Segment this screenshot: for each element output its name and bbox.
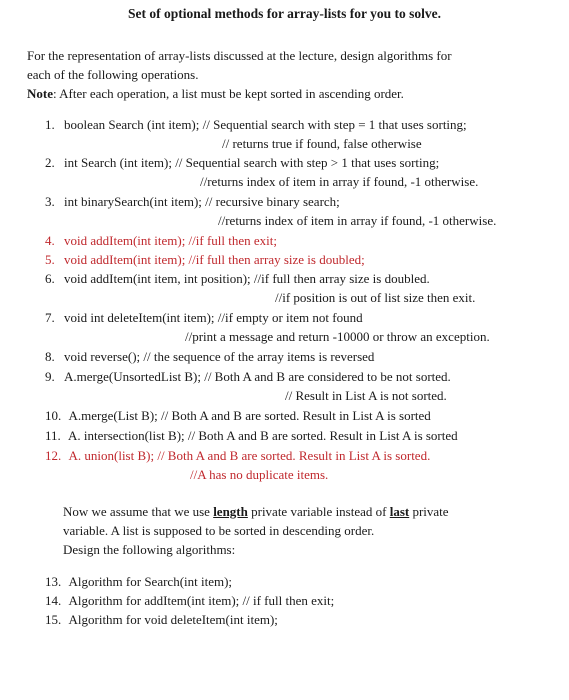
- section2-line-3: Design the following algorithms:: [63, 542, 236, 557]
- section2-line-1: [63, 502, 449, 521]
- item-text: A. intersection(list B); // Both A and B are sorted. Result in List A is sorted: [68, 428, 458, 443]
- item-number: 14.: [45, 593, 62, 608]
- item-text: Algorithm for Search(int item);: [68, 574, 233, 589]
- list-item-3: [45, 192, 340, 211]
- item-text: void addItem(int item); //if full then exit;: [64, 233, 278, 248]
- length-keyword: length: [213, 504, 248, 519]
- item-number: 15.: [45, 612, 62, 627]
- item-number: 6.: [45, 271, 55, 286]
- list-item-15: [45, 610, 278, 629]
- list-item-5: [45, 250, 365, 269]
- list-item-14: [45, 591, 334, 610]
- list-item-1: [45, 115, 467, 134]
- list-item-6: [45, 269, 430, 288]
- item-text: int Search (int item); // Sequential search with step > 1 that uses sorting;: [64, 155, 440, 170]
- item-text: void int deleteItem(int item); //if empty or item not found: [64, 310, 363, 325]
- last-keyword: last: [389, 504, 410, 519]
- item-number: 4.: [45, 233, 55, 248]
- section2-text: Now we assume that we use: [63, 504, 214, 519]
- section2-line-2: variable. A list is supposed to be sorted in descending order.: [63, 523, 375, 538]
- item-text: int binarySearch(int item); // recursive binary search;: [64, 194, 340, 209]
- list-item-8: [45, 347, 374, 366]
- item-3-continuation: //returns index of item in array if found, -1 otherwise.: [218, 213, 497, 228]
- note-label: Note: [27, 86, 53, 101]
- list-item-11: [45, 426, 458, 445]
- section2-text: private: [409, 504, 449, 519]
- item-number: 11.: [45, 428, 61, 443]
- list-item-7: [45, 308, 363, 327]
- item-text: void addItem(int item); //if full then array size is doubled;: [64, 252, 365, 267]
- item-6-continuation: //if position is out of list size then exit.: [275, 290, 476, 305]
- item-text: void reverse(); // the sequence of the array items is reversed: [64, 349, 375, 364]
- item-number: 3.: [45, 194, 55, 209]
- item-7-continuation: //print a message and return -10000 or throw an exception.: [185, 329, 490, 344]
- item-number: 5.: [45, 252, 55, 267]
- item-text: Algorithm for void deleteItem(int item);: [68, 612, 278, 627]
- item-number: 13.: [45, 574, 62, 589]
- intro-line-1: For the representation of array-lists discussed at the lecture, design algorithms for: [27, 48, 452, 63]
- note-text: : After each operation, a list must be kept sorted in ascending order.: [53, 86, 404, 101]
- page-title: Set of optional methods for array-lists for you to solve.: [128, 6, 441, 21]
- item-number: 10.: [45, 408, 62, 423]
- item-12-continuation: //A has no duplicate items.: [190, 467, 329, 482]
- item-text: A.merge(UnsortedList B); // Both A and B are considered to be not sorted.: [64, 369, 451, 384]
- item-text: void addItem(int item, int position); //if full then array size is doubled.: [64, 271, 430, 286]
- item-text: boolean Search (int item); // Sequential search with step = 1 that uses sorting;: [64, 117, 467, 132]
- item-number: 7.: [45, 310, 55, 325]
- item-number: 2.: [45, 155, 55, 170]
- item-2-continuation: //returns index of item in array if found, -1 otherwise.: [200, 174, 479, 189]
- item-number: 9.: [45, 369, 55, 384]
- item-text: Algorithm for addItem(int item); // if full then exit;: [68, 593, 335, 608]
- intro-line-2: each of the following operations.: [27, 67, 199, 82]
- list-item-13: [45, 572, 232, 591]
- item-text: A. union(list B); // Both A and B are sorted. Result in List A is sorted.: [68, 448, 431, 463]
- section2-text: private variable instead of: [247, 504, 390, 519]
- item-number: 1.: [45, 117, 55, 132]
- list-item-4: [45, 231, 277, 250]
- item-number: 12.: [45, 448, 62, 463]
- list-item-9: [45, 367, 451, 386]
- list-item-12: [45, 446, 430, 465]
- list-item-10: [45, 406, 431, 425]
- item-text: A.merge(List B); // Both A and B are sorted. Result in List A is sorted: [68, 408, 431, 423]
- item-number: 8.: [45, 349, 55, 364]
- item-1-continuation: // returns true if found, false otherwise: [222, 136, 422, 151]
- list-item-2: [45, 153, 439, 172]
- item-9-continuation: // Result in List A is not sorted.: [285, 388, 447, 403]
- note-line: [27, 84, 404, 103]
